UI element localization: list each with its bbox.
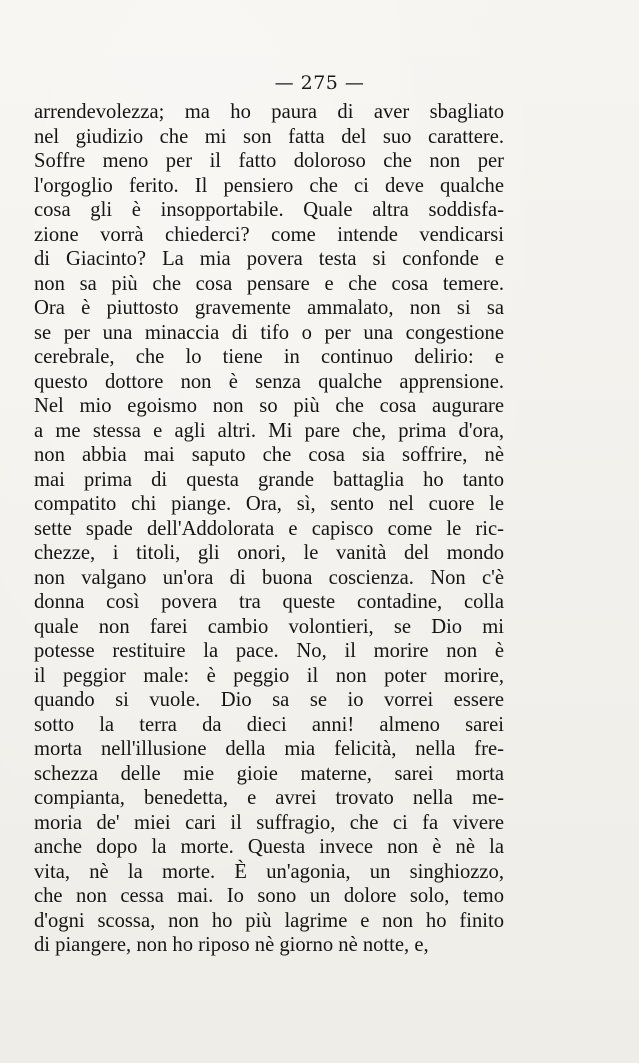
text-line: sotto la terra da dieci anni! almeno sarei <box>34 713 504 736</box>
text-line: l'orgoglio ferito. Il pensiero che ci deve qualche <box>34 174 504 197</box>
text-line: che non cessa mai. Io sono un dolore solo, temo <box>34 885 504 907</box>
text-line: arrendevolezza; ma ho paura di aver sbagliato <box>34 101 504 123</box>
text-line: di piangere, non ho riposo nè giorno nè notte, e, <box>34 934 429 956</box>
text-line: cerebrale, che lo tiene in continuo delirio: e <box>34 346 504 368</box>
text-line: compatito chi piange. Ora, sì, sento nel cuore le <box>34 493 504 515</box>
text-line: potesse restituire la pace. No, il morire non è <box>34 640 504 662</box>
text-line: anche dopo la morte. Questa invece non è nè la <box>34 836 504 858</box>
text-line: donna così povera tra queste contadine, colla <box>34 591 504 613</box>
text-line: zione vorrà chiederci? come intende vendicarsi <box>34 223 504 246</box>
text-line: compianta, benedetta, e avrei trovato nella me- <box>34 787 504 809</box>
text-line: sette spade dell'Addolorata e capisco come le ric- <box>34 517 504 540</box>
text-line: non valgano un'ora di buona coscienza. Non c'è <box>34 566 504 589</box>
text-line: schezza delle mie gioie materne, sarei morta <box>34 762 504 785</box>
page-number: — 275 — <box>274 72 365 94</box>
body-text <box>34 100 504 958</box>
text-line: di Giacinto? La mia povera testa si confonde e <box>34 248 504 270</box>
text-line: non sa più che cosa pensare e che cosa temere. <box>34 272 504 295</box>
text-line: Ora è piuttosto gravemente ammalato, non si sa <box>34 297 504 319</box>
text-line: moria de' miei cari il suffragio, che ci fa vivere <box>34 811 504 834</box>
text-line: morta nell'illusione della mia felicità, nella fre- <box>34 738 504 760</box>
text-line: Nel mio egoismo non so più che cosa augurare <box>34 395 504 417</box>
text-line: mai prima di questa grande battaglia ho tanto <box>34 468 504 491</box>
text-line: a me stessa e agli altri. Mi pare che, prima d'ora, <box>34 419 504 442</box>
text-line: chezze, i titoli, gli onori, le vanità del mondo <box>34 542 504 564</box>
text-line: se per una minaccia di tifo o per una congestione <box>34 321 504 344</box>
text-line: quale non farei cambio volontieri, se Dio mi <box>34 615 504 638</box>
text-line: quando si vuole. Dio sa se io vorrei essere <box>34 689 504 711</box>
text-line: vita, nè la morte. È un'agonia, un singhiozzo, <box>34 860 504 883</box>
text-line: questo dottore non è senza qualche apprensione. <box>34 370 504 393</box>
text-line: non abbia mai saputo che cosa sia soffrire, nè <box>34 444 504 466</box>
text-line: nel giudizio che mi son fatta del suo carattere. <box>34 125 504 148</box>
text-line: il peggior male: è peggio il non poter morire, <box>34 664 504 687</box>
text-line: d'ogni scossa, non ho più lagrime e non ho finito <box>34 909 504 932</box>
text-line: cosa gli è insopportabile. Quale altra soddisfa- <box>34 199 504 221</box>
text-line: Soffre meno per il fatto doloroso che non per <box>34 150 504 172</box>
